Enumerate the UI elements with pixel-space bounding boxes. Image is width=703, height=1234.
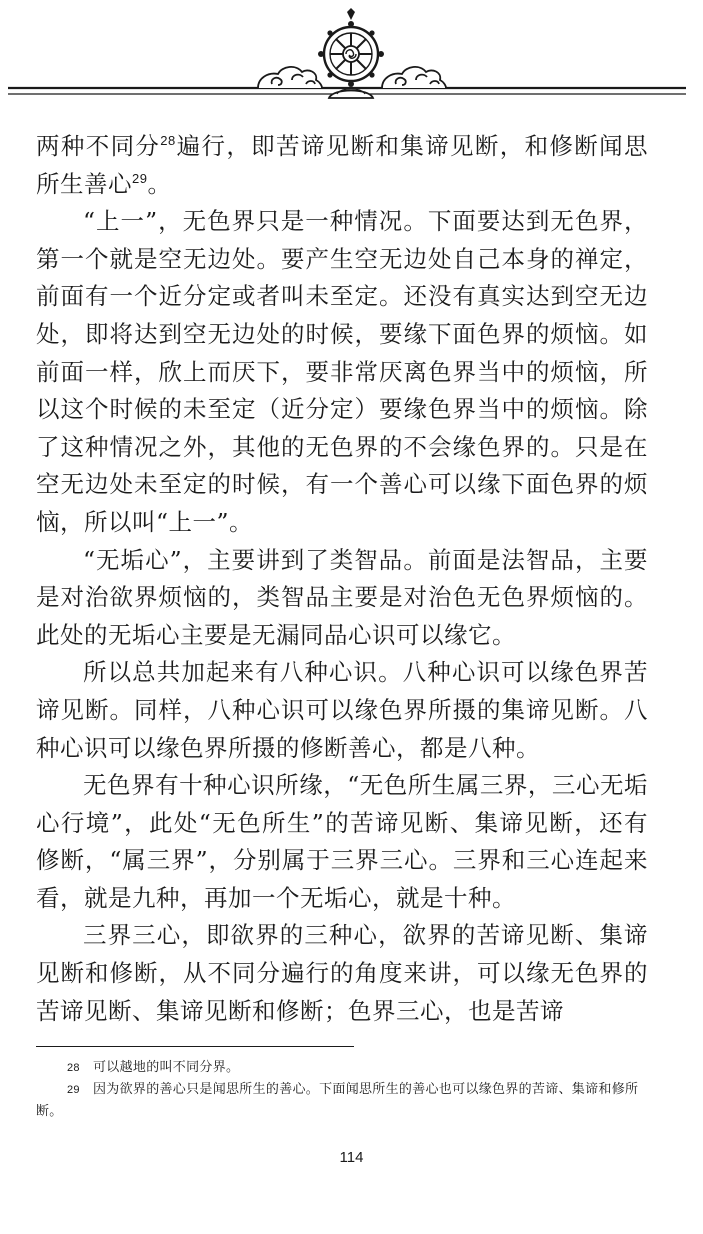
text-segment: 所以总共加起来有八种心识。八种心识可以缘色界苦谛见断。同样，八种心识可以缘色界所摄的集谛见断。八种心识可以缘色界所摄的修断善心，都是八种。 (36, 658, 648, 762)
text-segment: 两种不同分 (36, 132, 161, 160)
footnote-rule (36, 1046, 354, 1047)
body-paragraph (36, 654, 648, 767)
body-paragraph (36, 128, 648, 203)
footnote-number: 28 (67, 1062, 80, 1074)
header-ornament-graphic (0, 0, 703, 110)
footnote-text: 因为欲界的善心只是闻思所生的善心。下面闻思所生的善心也可以缘色界的苦谛、集谛和修所断。 (36, 1082, 639, 1119)
text-segment: “上一”，无色界只是一种情况。下面要达到无色界，第一个就是空无边处。要产生空无边处自己本身的禅定，前面有一个近分定或者叫未至定。还没有真实达到空无边处，即将达到空无边处的时候，要缘下面色界的烦恼。如前面一样，欣上而厌下，要非常厌离色界当中的烦恼，所以这个时候的未至定（近分定）要缘色界当中的烦恼。除了这种情况之外，其他的无色界的不会缘色界的。只是在空无边处未至定的时候，有一个善心可以缘下面色界的烦恼，所以叫“上一”。 (36, 207, 648, 536)
page-header-ornament (0, 0, 703, 110)
body-paragraph (36, 917, 648, 1030)
page-number: 114 (339, 1149, 364, 1166)
footnote-reference[interactable]: 29 (132, 170, 148, 186)
body-paragraph (36, 767, 648, 917)
footnote-number: 29 (67, 1084, 80, 1096)
text-segment: 遍行，即苦谛见断和集谛见断，和修断闻思所生善心 (36, 132, 649, 198)
text-segment: 三界三心，即欲界的三种心，欲界的苦谛见断、集谛见断和修断，从不同分遍行的角度来讲，可以缘无色界的苦谛见断、集谛见断和修断；色界三心，也是苦谛 (36, 921, 648, 1025)
left-cloud-ornament (258, 67, 322, 88)
body-paragraph (36, 542, 648, 655)
footnote-reference[interactable]: 28 (160, 133, 176, 148)
footnote (36, 1057, 648, 1079)
text-segment: “无垢心”，主要讲到了类智品。前面是法智品，主要是对治欲界烦恼的，类智品主要是对治色无色界烦恼的。此处的无垢心主要是无漏同品心识可以缘它。 (36, 545, 648, 649)
right-cloud-ornament (382, 67, 446, 88)
text-segment: 。 (147, 169, 172, 198)
body-paragraph (36, 203, 648, 541)
dharma-wheel-icon (318, 8, 384, 98)
body-text (36, 128, 648, 1030)
footnote (36, 1079, 648, 1122)
footnotes (36, 1057, 648, 1122)
footnote-text: 可以越地的叫不同分界。 (93, 1060, 240, 1075)
text-segment: 无色界有十种心识所缘，“无色所生属三界，三心无垢心行境”，此处“无色所生”的苦谛见断、集谛见断，还有修断，“属三界”，分别属于三界三心。三界和三心连起来看，就是九种，再加一个无垢心，就是十种。 (36, 771, 648, 912)
